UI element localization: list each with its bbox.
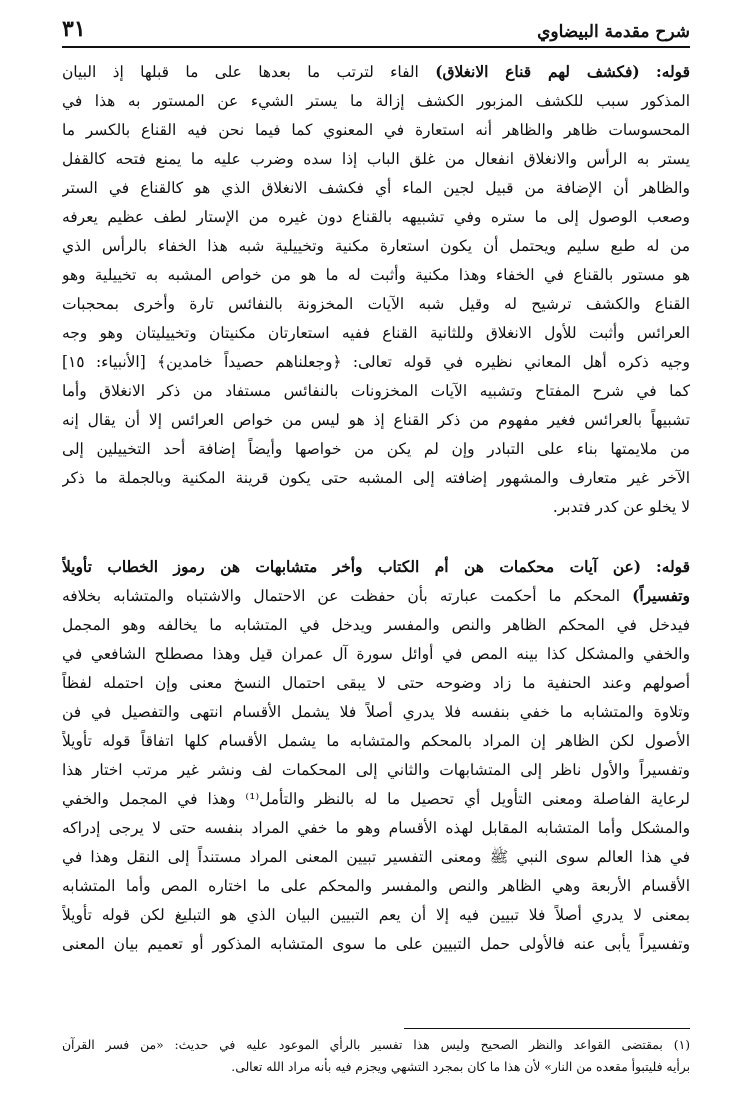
text-line: وتفسيراً يأبى عنه فالأولى حمل التبيين على ما سوى المتشابه المذكور أو تعميم بيان المعنى bbox=[62, 935, 690, 953]
entry-label: قوله: bbox=[656, 558, 690, 576]
footnote-separator bbox=[404, 1028, 690, 1029]
text-line: بمعنى لا يدري أصلاً فلا تبيين فيه إلا أن يعم التبيين البيان الذي هو التبليغ لكن قوله تأويلاً bbox=[62, 906, 690, 924]
text-line: العرائس وأثبت للأول الانغلاق وللثانية القناع ففيه استعارتان مكنيتان وتخييليتان وهو وجه bbox=[62, 324, 690, 342]
quoted-phrase: (فكشف لهم قناع الانغلاق) bbox=[435, 63, 640, 81]
text-line: القناع والكشف ترشيح له وقيل شبه الآيات المخزونة بالنفائس تارة وأخرى بمحجبات bbox=[62, 295, 690, 313]
commentary-paragraph-1 bbox=[62, 58, 690, 522]
text-line: وتفسيراً والأول ناظر إلى المتشابهات والثاني إلى المحكمات لف ونشر غير مرتب اختار هذا bbox=[62, 761, 690, 779]
text-line bbox=[62, 582, 690, 611]
footnote-line: برأيه فليتبوأ مقعده من النار» لأن هذا ما كان بمجرد التشهي ويجزم فيه بأنه مراد الله تعالى. bbox=[231, 1060, 690, 1074]
footnote-line: (١) بمقتضى القواعد والنظر الصحيح وليس هذا تفسير بالرأي الموعود عليه في حديث: «من فسر القرآن bbox=[62, 1038, 690, 1052]
text-line: وتلاوة والمتشابه ما خفي بنفسه فلا يدري أصلاً فلا يشمل الأقسام انتهى والتفصيل في فن bbox=[62, 703, 690, 721]
text-line: تشبيهاً بالعرائس فغير مفهوم من ذكر القناع إذ هو ليس من خواص العرائس إلا أن يقال إنه bbox=[62, 411, 690, 429]
book-title: شرح مقدمة البيضاوي bbox=[537, 22, 690, 42]
text-line: المذكور سبب للكشف المزبور الكشف إزالة ما يستر الشيء عن المستور به هذا في bbox=[62, 92, 690, 110]
text-line: الأقسام الأربعة وهي الظاهر والنص والمفسر والمحكم على ما اختاره المص وأما المتشابه bbox=[62, 877, 690, 895]
text-line: والظاهر أن الإضافة من قبيل لجين الماء أي فكشف الانغلاق الذي هو كالقناع في الستر bbox=[62, 179, 690, 197]
line-text: الفاء لترتب ما بعدها على ما قبلها إذ البيان bbox=[62, 63, 419, 81]
text-line: في هذا العالم سوى النبي ﷺ ومعنى التفسير تبيين المعنى المراد مستنداً إلى النقل وهذا في bbox=[62, 848, 690, 866]
text-line: لرعاية الفاصلة ومعنى التأويل أي تحصيل ما له بالنظر والتأمل⁽¹⁾ وهذا في المجمل والخفي bbox=[62, 790, 690, 808]
text-line: أصولهم وعند الحنفية ما زاد وضوحه حتى لا يبقى احتمال النسخ معنى وإن احتمله لفظاً bbox=[62, 674, 690, 692]
quoted-phrase: (عن آيات محكمات هن أم الكتاب وأخر متشابهات هن رموز الخطاب تأويلاً bbox=[62, 558, 642, 576]
text-line: والمشكل وأما المتشابه المقابل لهذه الأقسام وهو ما خفي المراد بنفسه حتى لا يرجى إدراكه bbox=[62, 819, 690, 837]
text-line: وصعب الوصول إلى ما ستره وفي تشبيهه بالقناع دون غيره من الإستار لطف عظيم يعرفه bbox=[62, 208, 690, 226]
page-number: ٣١ bbox=[62, 16, 86, 42]
text-line bbox=[62, 58, 690, 87]
running-header bbox=[62, 8, 690, 48]
entry-label: قوله: bbox=[656, 63, 690, 81]
footnote bbox=[62, 1034, 690, 1078]
text-line: فيدخل في المحكم الظاهر والنص والمفسر ويدخل في المتشابه ما يخالفه وهو المجمل bbox=[62, 616, 690, 634]
text-line: والخفي والمشكل كذا بينه المص في أوائل سورة آل عمران قيل وهذا مصطلح الشافعي في bbox=[62, 645, 690, 663]
text-line: من له طبع سليم ويحتمل أن يكون استعارة مكنية وتخييلية شبه هذا الخفاء بالرأس الذي bbox=[62, 237, 690, 255]
text-line: وجيه ذكره أهل المعاني نظيره في قوله تعالى: ﴿وجعلناهم حصيداً خامدين﴾ [الأنبياء: ١٥] bbox=[62, 353, 690, 371]
text-line: من ملايمتها بناء على التبادر وإن لم يكن من خواصها وأيضاً إضافة أحد التخييلين إلى bbox=[62, 440, 690, 458]
text-line: يستر به الرأس والانغلاق انفعال من غلق الباب إذا سده وضرب عليه ما يمنع فتحه كالقفل bbox=[62, 150, 690, 168]
commentary-paragraph-2 bbox=[62, 553, 690, 959]
quoted-phrase: وتفسيراً) bbox=[632, 587, 690, 605]
text-line: الآخر غير متعارف والمشهور إضافته إلى المشبه حتى يكون قرينة المكنية وبالجملة ما ذكر bbox=[62, 469, 690, 487]
text-line: كما في شرح المفتاح وتشبيه الآيات المخزونات بالنفائس مستفاد من ذكر الانغلاق وأما bbox=[62, 382, 690, 400]
line-text: المحكم ما أحكمت عبارته بأن حفظت عن الاحتمال والاشتباه والمتشابه بخلافه bbox=[62, 587, 621, 605]
text-line: المحسوسات ظاهر والظاهر أنه استعارة في المعنوي كما فيما نحن فيه القناع بالكسر ما bbox=[62, 121, 690, 139]
text-line: لا يخلو عن كدر فتدبر. bbox=[552, 498, 690, 516]
text-line: الأصول لكن الظاهر إن المراد بالمحكم والمتشابه ما يشمل الأقسام كلها اتفاقاً قوله تأويلاً bbox=[62, 732, 690, 750]
text-line: هو مستور بالقناع في الخفاء وهذا مكنية وأثبت له ما هو من خواص المشبه به تخييلية وهو bbox=[62, 266, 690, 284]
text-line bbox=[62, 553, 690, 582]
